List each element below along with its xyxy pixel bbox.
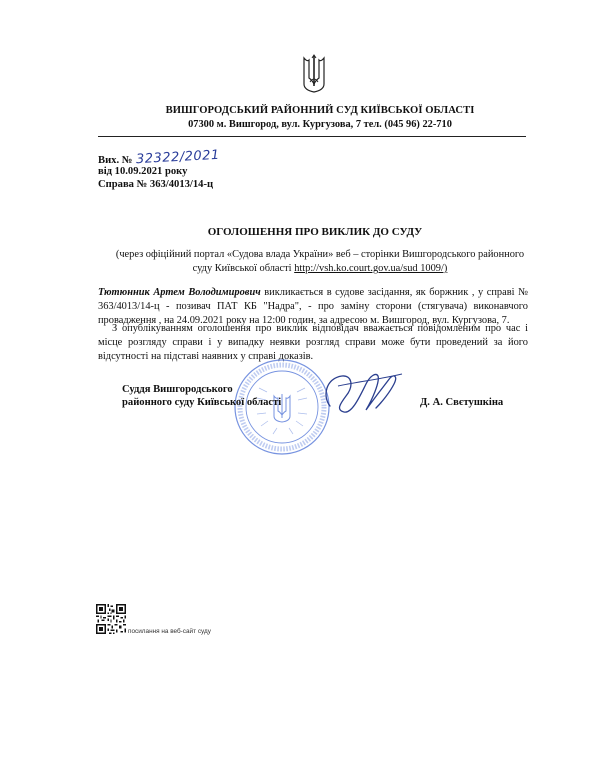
court-address: 07300 м. Вишгород, вул. Кургузова, 7 тел. (045 96) 22-710	[188, 119, 452, 130]
qr-caption: посилання на веб-сайт суду	[128, 628, 211, 635]
court-website-link[interactable]: http://vsh.ko.court.gov.ua/sud 1009/)	[294, 263, 448, 274]
trident-emblem-icon	[301, 54, 327, 94]
header-divider	[98, 136, 526, 137]
notice-paragraph-2: З опублікуванням оголошення про виклик відповідач вважається повідомленим про час і місце розгляду справи і у випадку неявки розгляд справи може бути проведений за його відсутності на підставі наявних у справі доказів.	[98, 323, 528, 363]
judge-signature-icon	[316, 366, 406, 420]
paragraph-1-text: викликається в судове засідання, як боржник , у справі № 363/4013/14-ц - позивач ПАТ КБ "Надра", - про заміну сторони (стягувача) виконавчого провадження , на 24.09.2021 року на 12:00 годин, за адресою м. Вишгород, вул. Кургузова, 7.	[98, 287, 528, 327]
notice-subtitle-line2	[110, 263, 530, 274]
handwritten-number: 32322/2021	[136, 147, 221, 168]
qr-code-icon[interactable]	[96, 604, 126, 634]
judge-name: Д. А. Свєтушкіна	[420, 397, 504, 408]
judge-title-line1: Суддя Вишгородського	[122, 384, 233, 395]
notice-subtitle-line1: (через офіційний портал «Судова влада України» веб – сторінки Вишгородського районного	[115, 249, 525, 260]
judge-title-line2: районного суду Київської області	[122, 397, 282, 408]
party-name: Тютюнник Артем Володимирович	[98, 287, 261, 298]
outgoing-number	[98, 147, 221, 168]
outgoing-label: Вих. №	[98, 155, 133, 166]
subtitle-text: суду Київської області	[192, 263, 292, 274]
court-name: ВИШГОРОДСЬКИЙ РАЙОННИЙ СУД КИЇВСЬКОЇ ОБЛАСТІ	[165, 105, 475, 116]
outgoing-date: від 10.09.2021 року	[98, 166, 188, 177]
case-number: Справа № 363/4013/14-ц	[98, 179, 214, 190]
notice-heading: ОГОЛОШЕННЯ ПРО ВИКЛИК ДО СУДУ	[207, 226, 423, 238]
